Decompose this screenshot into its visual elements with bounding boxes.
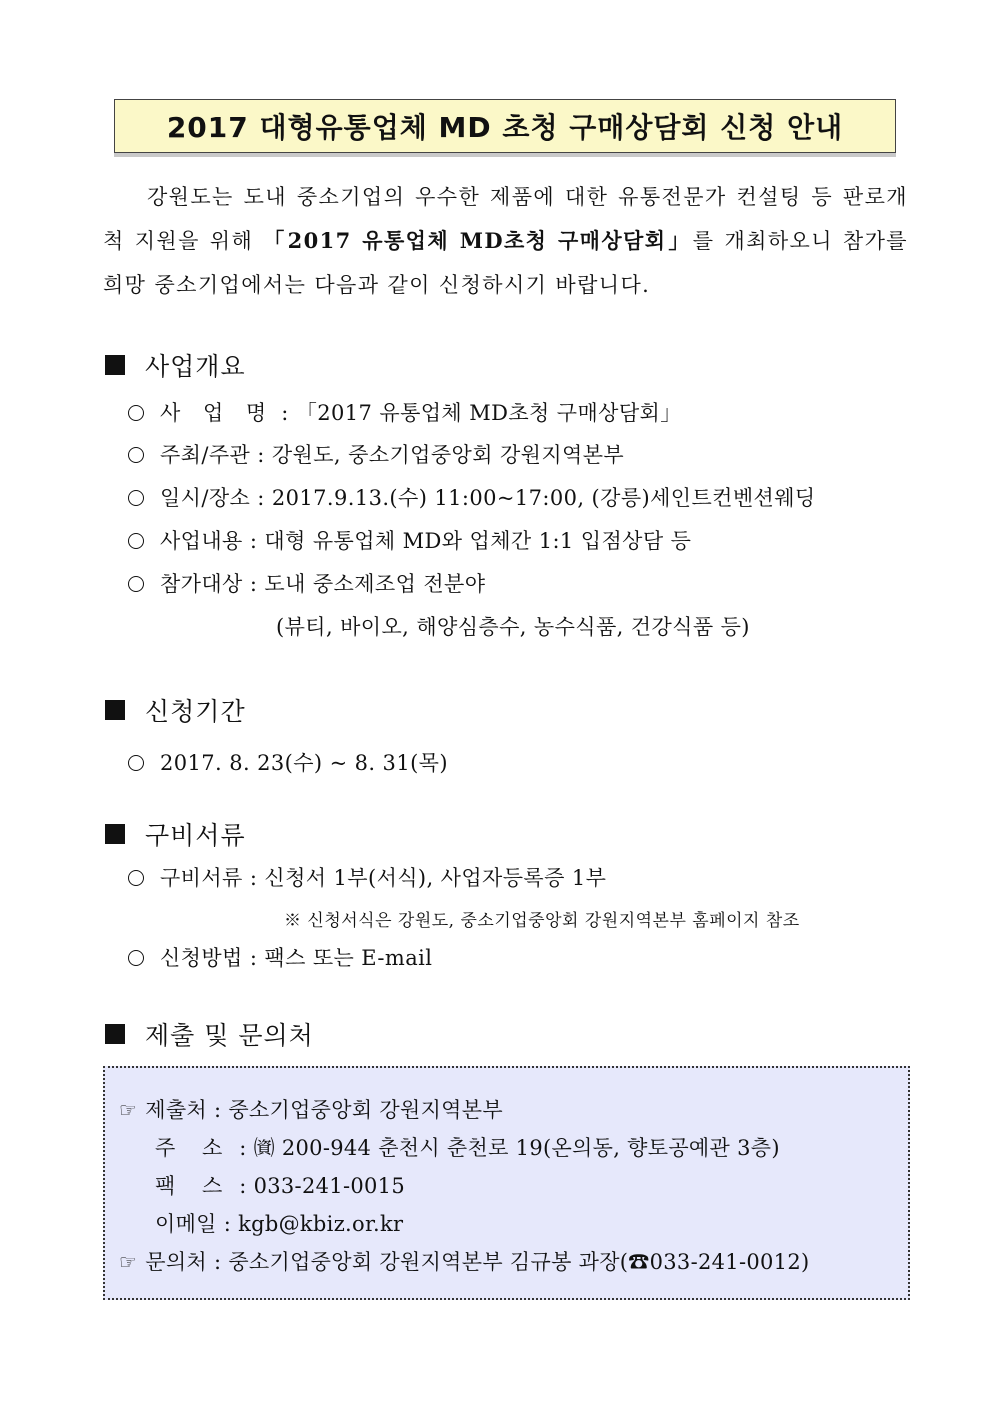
intro-paragraph [103, 175, 908, 307]
circle-bullet-icon [128, 490, 144, 506]
overview-item-host: 주최/주관 : 강원도, 중소기업중앙회 강원지역본부 [128, 439, 624, 469]
circle-bullet-icon [128, 447, 144, 463]
circle-bullet-icon [128, 405, 144, 421]
section-heading-period: 신청기간 [105, 692, 246, 728]
circle-bullet-icon [128, 950, 144, 966]
email-link[interactable]: kgb@kbiz.or.kr [238, 1212, 404, 1236]
contact-row-submit: ☞ 제출처 : 중소기업중앙회 강원지역본부 [119, 1098, 503, 1122]
intro-event-name: 「2017 유통업체 MD초청 구매상담회」 [263, 228, 693, 253]
circle-bullet-icon [128, 576, 144, 592]
document-title: 2017 대형유통업체 MD 초청 구매상담회 신청 안내 [166, 111, 844, 144]
title-box [114, 99, 896, 153]
overview-item-content: 사업내용 : 대형 유통업체 MD와 업체간 1:1 입점상담 등 [128, 525, 691, 555]
circle-bullet-icon [128, 870, 144, 886]
period-value: 2017. 8. 23(수) ~ 8. 31(목) [128, 747, 448, 777]
documents-item-required: 구비서류 : 신청서 1부(서식), 사업자등록증 1부 [128, 862, 606, 892]
documents-item-method: 신청방법 : 팩스 또는 E-mail [128, 942, 432, 972]
documents-note: ※ 신청서식은 강원도, 중소기업중앙회 강원지역본부 홈페이지 참조 [284, 911, 800, 931]
contact-box [103, 1066, 910, 1300]
overview-item-target: 참가대상 : 도내 중소제조업 전분야 [128, 568, 485, 598]
square-bullet-icon [105, 355, 125, 375]
contact-row-fax: 팩 스 : 033-241-0015 [155, 1174, 405, 1198]
contact-row-address: 주 소 : ㈾ 200-944 춘천시 춘천로 19(온의동, 향토공예관 3층) [155, 1136, 780, 1160]
circle-bullet-icon [128, 533, 144, 549]
intro-text-2: 를 개최하오니 참가를 희망 중소기업에서는 다음과 같이 신청하시기 바랍니다. [103, 229, 908, 297]
contact-row-email: 이메일 : kgb@kbiz.or.kr [155, 1212, 404, 1236]
intro-text-1: 강원도는 도내 중소기업의 우수한 제품에 대한 유통전문가 컨설팅 등 판로개척 지원을 위해 [103, 185, 908, 253]
section-heading-overview: 사업개요 [105, 347, 246, 383]
square-bullet-icon [105, 700, 125, 720]
circle-bullet-icon [128, 755, 144, 771]
square-bullet-icon [105, 824, 125, 844]
overview-target-continuation: (뷰티, 바이오, 해양심층수, 농수식품, 건강식품 등) [276, 615, 750, 639]
pointing-hand-icon: ☞ [119, 1098, 138, 1122]
contact-row-inquiry: ☞ 문의처 : 중소기업중앙회 강원지역본부 김규봉 과장(☎033-241-0012) [119, 1250, 810, 1274]
pointing-hand-icon: ☞ [119, 1250, 138, 1274]
overview-item-name: 사 업 명 : 「2017 유통업체 MD초청 구매상담회」 [128, 397, 682, 427]
square-bullet-icon [105, 1024, 125, 1044]
section-heading-contact: 제출 및 문의처 [105, 1016, 314, 1052]
section-heading-documents: 구비서류 [105, 816, 246, 852]
overview-item-datetime: 일시/장소 : 2017.9.13.(수) 11:00~17:00, (강릉)세인트컨벤션웨딩 [128, 482, 816, 512]
